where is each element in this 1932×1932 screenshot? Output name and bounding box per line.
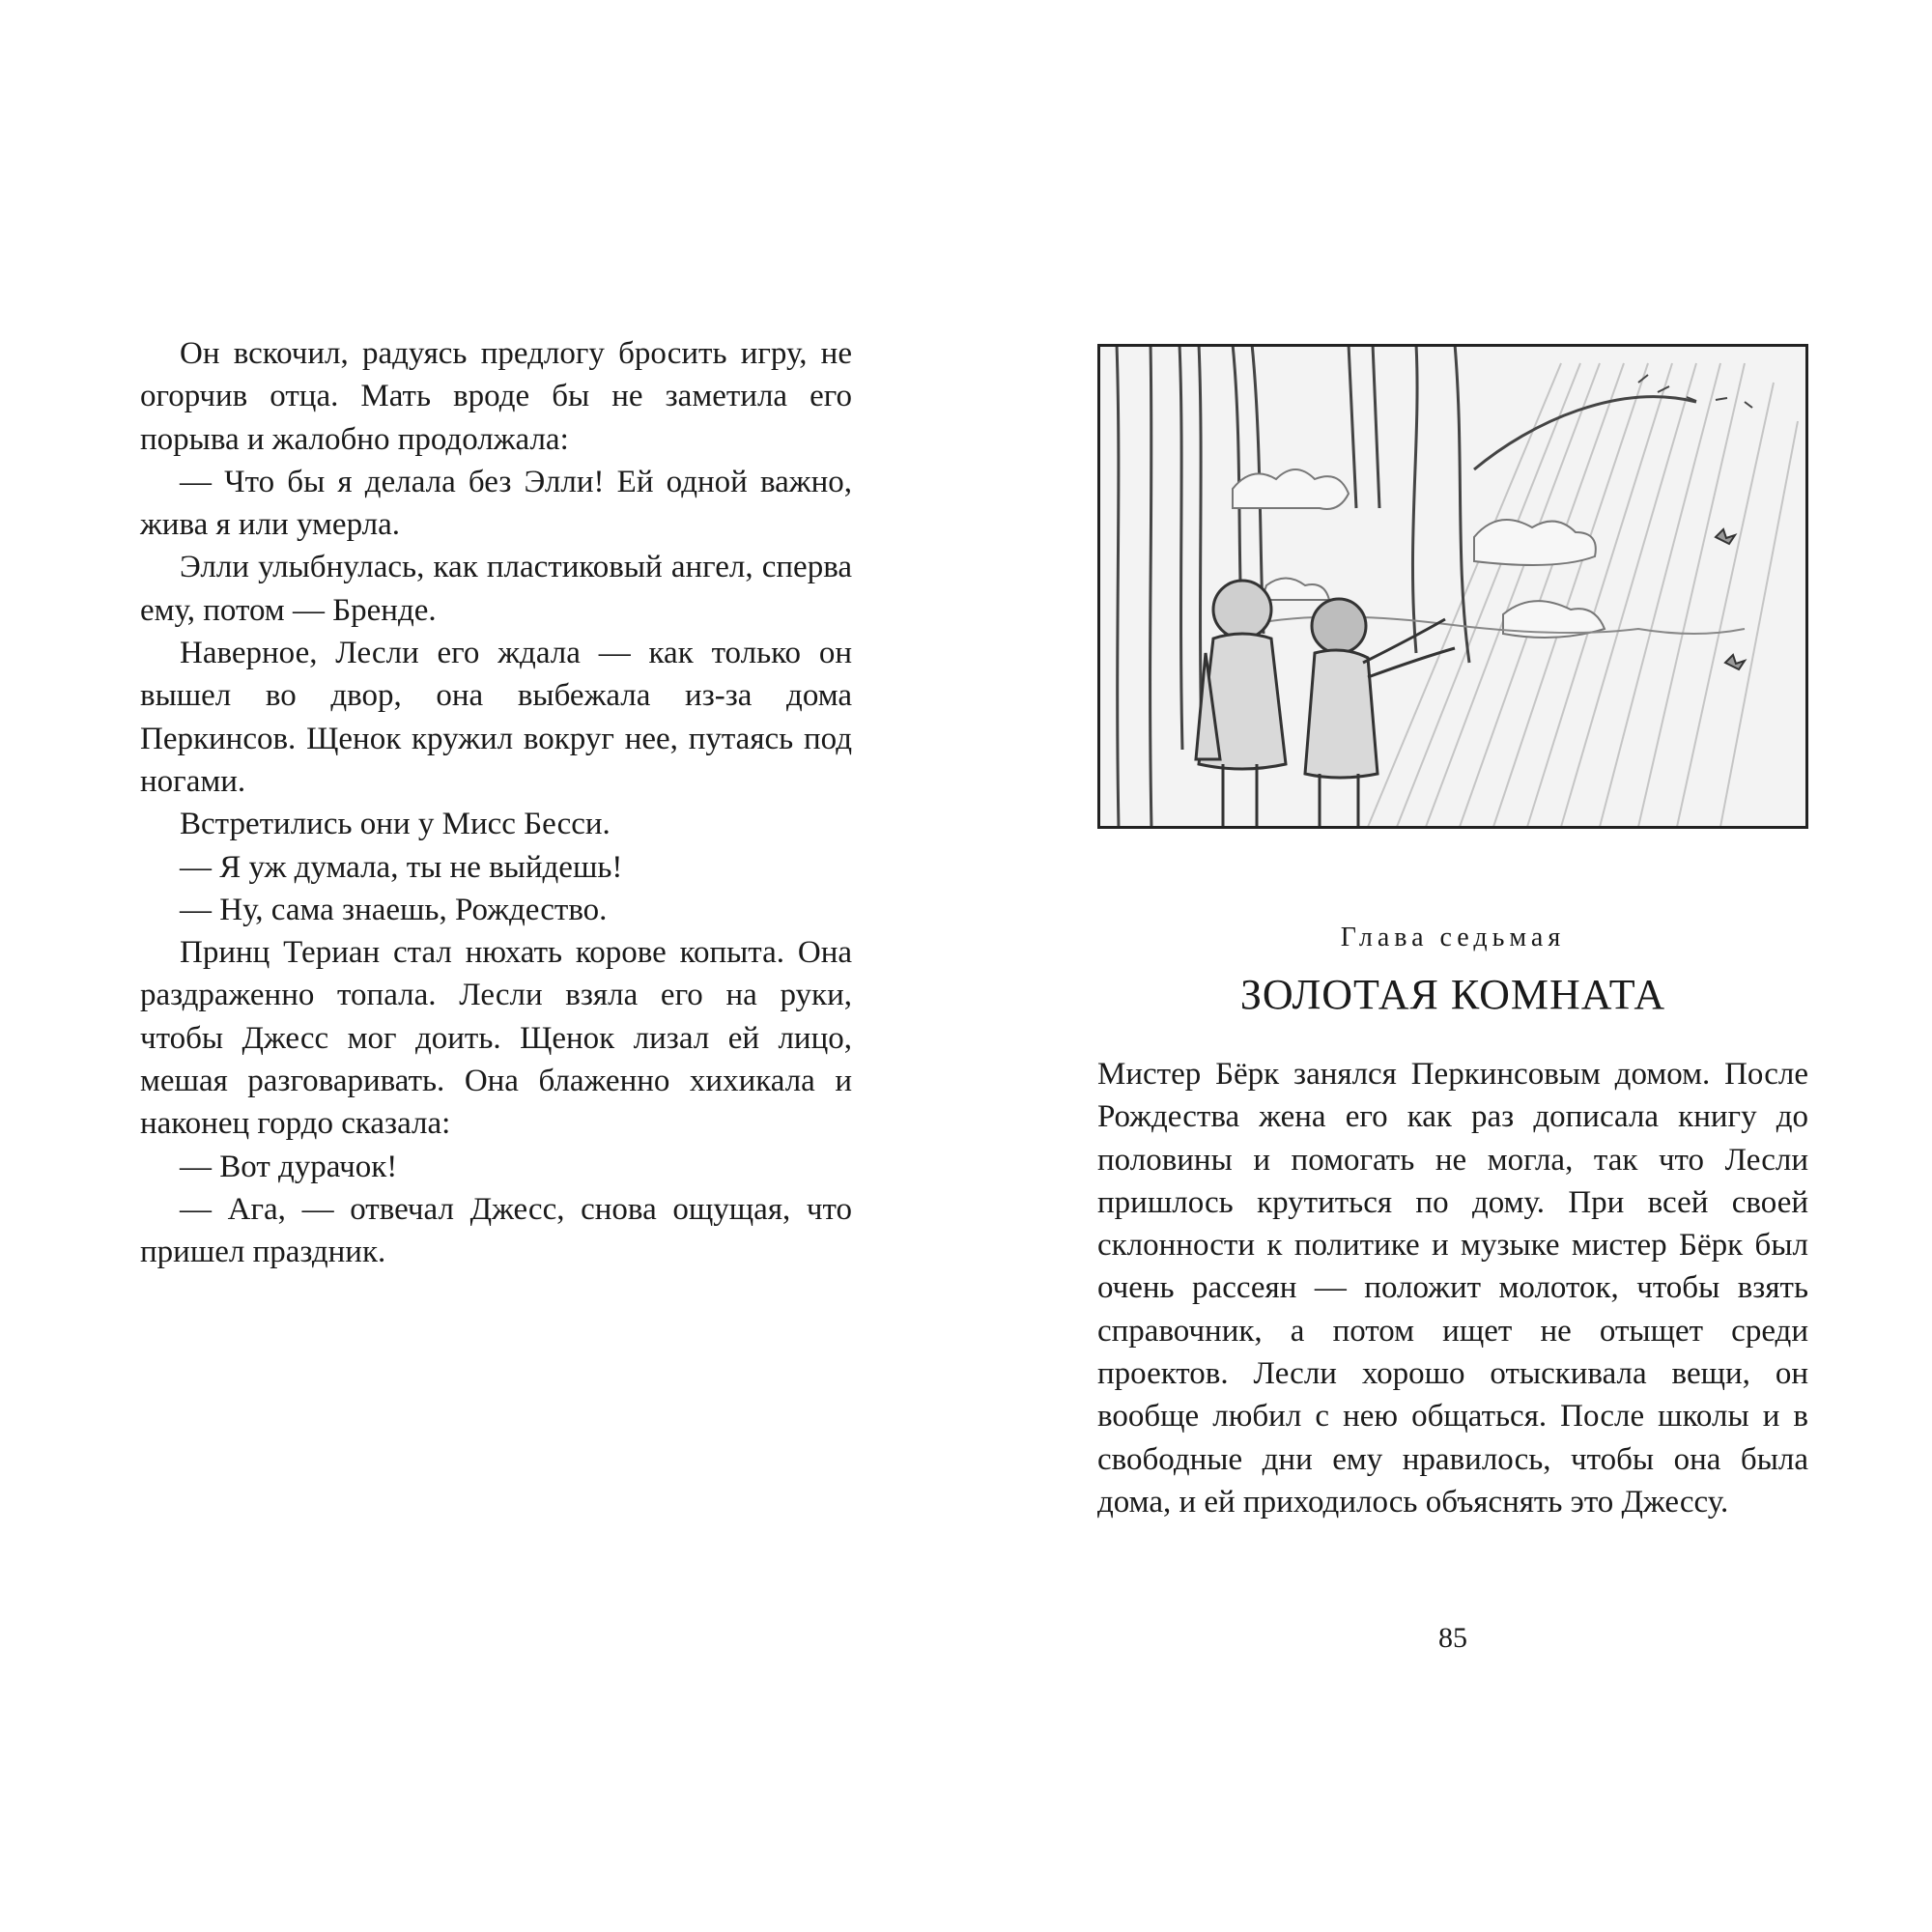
right-page (966, 0, 1932, 1932)
paragraph: Мистер Бёрк занялся Перкинсовым домом. После Рождества жена его как раз дописала книгу до половины и помогать не могла, так что Лесли пришлось крутиться по дому. При всей своей склонности к политике и музыке мистер Бёрк был очень рассеян — положит молоток, чтобы взять справочник, а потом ищет не отыщет среди проектов. Лесли хорошо отыскивала вещи, он вообще любил с нею общаться. После школы и в свободные дни ему нравилось, чтобы она была дома, и ей приходилось объяснять это Джессу. (1097, 1057, 1808, 1520)
paragraph: Элли улыбнулась, как пластиковый ангел, сперва ему, потом — Бренде. (140, 550, 852, 628)
paragraph: — Вот дурачок! (180, 1149, 398, 1184)
chapter-title: ЗОЛОТАЯ КОМНАТА (1239, 971, 1666, 1018)
paragraph: — Ну, сама знаешь, Рождество. (180, 892, 608, 927)
chapter-illustration (1097, 344, 1808, 829)
paragraph: — Ага, — отвечал Джесс, снова ощущая, что пришел праздник. (140, 1191, 852, 1270)
page-number: 85 (1438, 1622, 1467, 1654)
paragraph: — Что бы я делала без Элли! Ей одной важно, жива я или умерла. (140, 464, 852, 543)
paragraph: Принц Териан стал нюхать корове копыта. Она раздраженно топала. Лесли взяла его на руки, чтобы Джесс мог доить. Щенок лизал ей лицо, мешая разговаривать. Она блаженно хихикала и наконец гордо сказала: (140, 935, 852, 1142)
chapter-label: Глава седьмая (1340, 923, 1566, 952)
paragraph: Наверное, Лесли его ждала — как только он вышел во двор, она выбежала из-за дома Перкинсов. Щенок кружил вокруг нее, путаясь под ногами. (140, 636, 852, 799)
paragraph: Он вскочил, радуясь предлогу бросить игру, не огорчив отца. Мать вроде бы не заметила его порыва и жалобно продолжала: (140, 336, 852, 457)
right-page-text (1097, 1053, 1808, 1523)
left-page-text (140, 332, 852, 1274)
paragraph: — Я уж думала, ты не выйдешь! (180, 849, 623, 885)
paragraph: Встретились они у Мисс Бесси. (180, 807, 611, 842)
